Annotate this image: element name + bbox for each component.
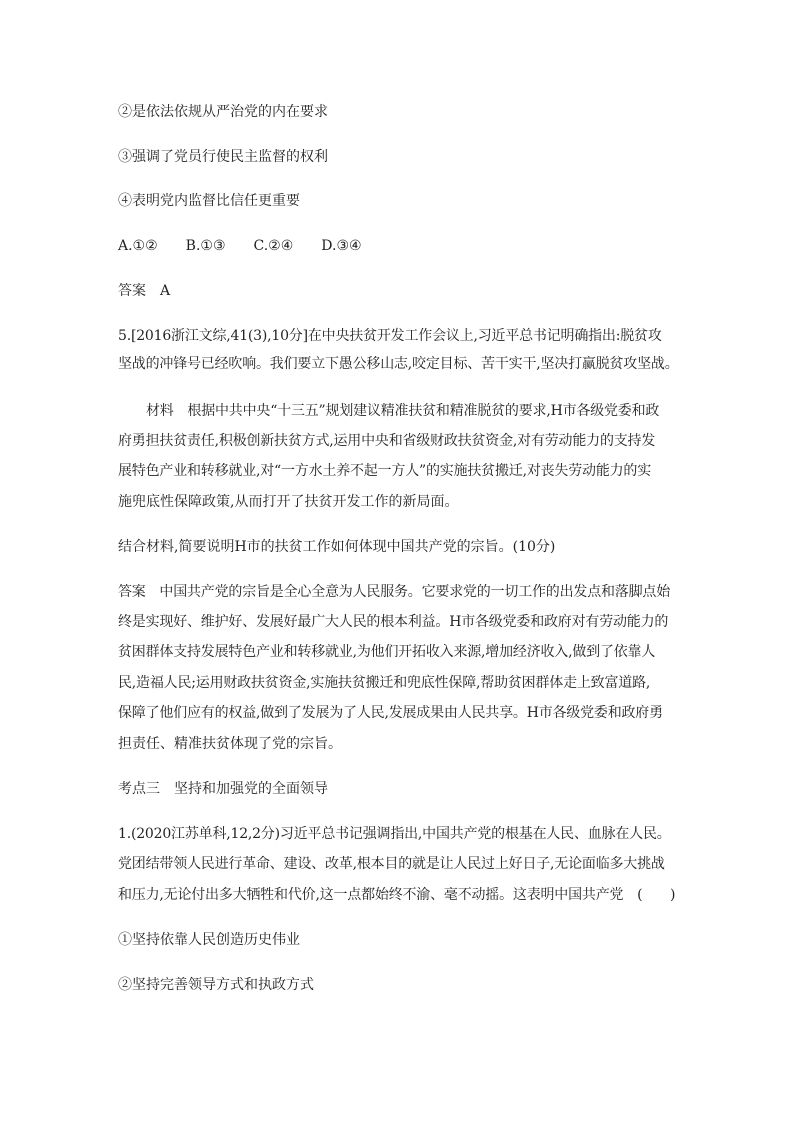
- q1-option-2: ②坚持完善领导方式和执政方式: [118, 977, 314, 993]
- option-4-text: ④表明党内监督比信任更重要: [118, 193, 300, 209]
- answer-para-line-5: 保障了他们应有的权益,做到了发展为了人民,发展成果由人民共享。H市各级党委和政府勇: [118, 705, 663, 721]
- answer-choices: A.①② B.①③ C.②④ D.③④: [118, 238, 362, 254]
- material-line-1: 材料 根据中共中央“十三五”规划建议精准扶贫和精准脱贫的要求,H市各级党委和政: [146, 403, 660, 419]
- answer-para-line-4: 民,造福人民;运用财政扶贫资金,实施扶贫搬迁和兜底性保障,帮助贫困群体走上致富道路,: [118, 675, 651, 691]
- answer-para-line-2: 终是实现好、维护好、发展好最广大人民的根本利益。H市各级党委和政府对有劳动能力的: [118, 614, 669, 630]
- question-prompt: 结合材料,简要说明H市的扶贫工作如何体现中国共产党的宗旨。(10分): [118, 539, 556, 555]
- answer-para-line-3: 贫困群体支持发展特色产业和转移就业,为他们开拓收入来源,增加经济收入,做到了依靠人: [118, 644, 656, 660]
- option-3-text: ③强调了党员行使民主监督的权利: [118, 149, 328, 165]
- answer-line: 答案 A: [118, 283, 171, 299]
- q1-option-1: ①坚持依靠人民创造历史伟业: [118, 932, 300, 948]
- question-1-line-1: 1.(2020江苏单科,12,2分)习近平总书记强调指出,中国共产党的根基在人民、血脉在人民。: [118, 826, 671, 842]
- question-5-line-2: 坚战的冲锋号已经吹响。我们要立下愚公移山志,咬定目标、苦干实干,坚决打赢脱贫攻坚战。: [118, 356, 679, 372]
- question-5-line-1: 5.[2016浙江文综,41(3),10分]在中央扶贫开发工作会议上,习近平总书记明确指出:脱贫攻: [118, 328, 662, 344]
- material-line-4: 施兜底性保障政策,从而打开了扶贫开发工作的新局面。: [118, 494, 459, 510]
- question-1-line-3: 和压力,无论付出多大牺牲和代价,这一点都始终不渝、毫不动摇。这表明中国共产党 ( ): [118, 887, 676, 903]
- material-line-3: 展特色产业和转移就业,对“一方水土养不起一方人”的实施扶贫搬迁,对丧失劳动能力的实: [118, 463, 652, 479]
- material-line-2: 府勇担扶贫责任,积极创新扶贫方式,运用中央和省级财政扶贫资金,对有劳动能力的支持发: [118, 433, 656, 449]
- answer-para-line-1: 答案 中国共产党的宗旨是全心全意为人民服务。它要求党的一切工作的出发点和落脚点始: [118, 584, 670, 600]
- option-2-text: ②是依法依规从严治党的内在要求: [118, 104, 328, 120]
- question-1-line-2: 党团结带领人民进行革命、建设、改革,根本目的就是让人民过上好日子,无论面临多大挑战: [118, 856, 665, 872]
- answer-para-line-6: 担责任、精准扶贫体现了党的宗旨。: [118, 736, 342, 752]
- section-heading: 考点三 坚持和加强党的全面领导: [118, 781, 328, 797]
